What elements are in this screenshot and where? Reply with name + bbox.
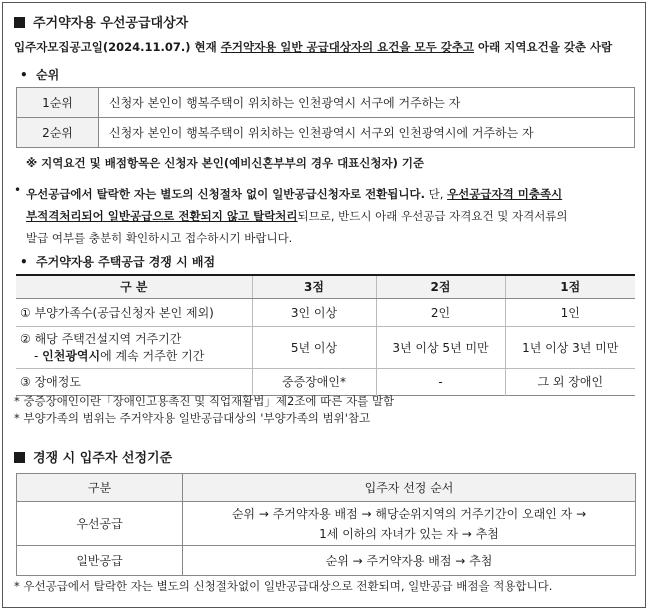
ranking-table (16, 87, 635, 148)
col-header: 2점 (376, 275, 505, 298)
notice-normal: 단, (425, 187, 448, 201)
notice-bold-underline: 부적격처리되어 일반공급으로 전환되지 않고 탈락처리 (26, 209, 298, 223)
criteria-sub (20, 347, 252, 364)
score-cell: 5년 이상 (252, 326, 376, 368)
bullet-dot-icon: • (14, 183, 22, 197)
selection-order-line: 1세 이하의 자녀가 있는 자 → 추첨 (319, 526, 499, 541)
ranking-heading-text: 순위 (36, 68, 60, 82)
intro-underline: 주거약자용 일반 공급대상자의 요건을 모두 갖추고 (220, 40, 475, 54)
rank-cell: 2순위 (17, 118, 99, 148)
supply-type-cell: 일반공급 (17, 546, 183, 576)
section-title-text: 경쟁 시 입주자 선정기준 (33, 451, 173, 466)
table-row (17, 88, 635, 118)
supply-type-cell: 우선공급 (17, 502, 183, 546)
criteria-cell (16, 326, 252, 368)
criteria-sub-bold: 인천광역시 (42, 349, 101, 363)
score-cell: 중증장애인* (252, 368, 376, 395)
intro-suffix: 아래 지역요건을 갖춘 사람 (474, 40, 613, 54)
col-header: 구분 (17, 474, 183, 502)
table-row (16, 298, 635, 326)
score-cell: 1인 (505, 298, 635, 326)
bullet-dot-icon: • (20, 68, 28, 82)
table-row (16, 368, 635, 395)
criteria-cell: ① 부양가족수(공급신청자 본인 제외) (16, 298, 252, 326)
ranking-heading (20, 66, 59, 83)
table-row (17, 546, 636, 576)
notice-paragraph (26, 183, 568, 249)
section-title-selection (14, 447, 172, 466)
criteria-sub-prefix: - (34, 349, 43, 363)
scoring-heading-text: 주거약자용 주택공급 경쟁 시 배점 (36, 255, 216, 269)
score-cell: - (376, 368, 505, 395)
col-header: 입주자 선정 순서 (183, 474, 636, 502)
footnote-dependents: * 부양가족의 범위는 주거약자용 일반공급대상의 '부양가족의 범위'참고 (14, 411, 371, 425)
scoring-table (16, 274, 635, 396)
square-bullet-icon (14, 452, 25, 463)
table-row (17, 118, 635, 148)
criteria-sub-suffix: 에 계속 거주한 기간 (100, 349, 205, 363)
bullet-dot-icon: • (20, 255, 28, 269)
section-title-priority-supply (14, 12, 188, 31)
criteria-cell: ③ 장애정도 (16, 368, 252, 395)
selection-table (16, 473, 636, 576)
table-header-row (17, 474, 636, 502)
notice-bold-underline: 우선공급자격 미충족시 (447, 187, 563, 201)
table-header-row (16, 275, 635, 298)
rank-desc-cell: 신청자 본인이 행복주택이 위치하는 인천광역시 서구에 거주하는 자 (99, 88, 635, 118)
criteria-main: ② 해당 주택건설지역 거주기간 (20, 332, 182, 346)
square-bullet-icon (14, 17, 25, 28)
rank-cell: 1순위 (17, 88, 99, 118)
footnote-severe-disability: * 중증장애인이란「장애인고용촉진 및 직업재활법」제2조에 따른 자를 말함 (14, 394, 395, 408)
selection-order-cell: 순위 → 주거약자용 배점 → 추첨 (183, 546, 636, 576)
region-note: ※ 지역요건 및 배점항목은 신청자 본인(예비신혼부부의 경우 대표신청자) 기준 (26, 156, 425, 170)
notice-bold: 우선공급에서 탈락한 자는 별도의 신청절차 없이 일반공급신청자로 전환됩니다. (26, 187, 425, 201)
footnote-general-transfer: * 우선공급에서 탈락한 자는 별도의 신청절차없이 일반공급대상으로 전환되며, 일반공급 배점을 적용합니다. (14, 579, 553, 593)
intro-prefix: 입주자모집공고일(2024.11.07.) 현재 (14, 40, 221, 54)
table-row (17, 502, 636, 546)
col-header: 1점 (505, 275, 635, 298)
scoring-heading (20, 253, 215, 270)
selection-order-line: 순위 → 주거약자용 배점 → 해당순위지역의 거주기간이 오래인 자 → (231, 506, 587, 521)
score-cell: 그 외 장애인 (505, 368, 635, 395)
score-cell: 1년 이상 3년 미만 (505, 326, 635, 368)
score-cell: 2인 (376, 298, 505, 326)
score-cell: 3년 이상 5년 미만 (376, 326, 505, 368)
score-cell: 3인 이상 (252, 298, 376, 326)
notice-normal: 발급 여부를 충분히 확인하시고 접수하시기 바랍니다. (26, 231, 293, 245)
intro-line (14, 39, 612, 55)
section-title-text: 주거약자용 우선공급대상자 (33, 16, 189, 31)
col-header: 구 분 (16, 275, 252, 298)
table-row (16, 326, 635, 368)
rank-desc-cell: 신청자 본인이 행복주택이 위치하는 인천광역시 서구외 인천광역시에 거주하는 자 (99, 118, 635, 148)
notice-normal: 되므로, 반드시 아래 우선공급 자격요건 및 자격서류의 (297, 209, 568, 223)
col-header: 3점 (252, 275, 376, 298)
selection-order-cell (183, 502, 636, 546)
